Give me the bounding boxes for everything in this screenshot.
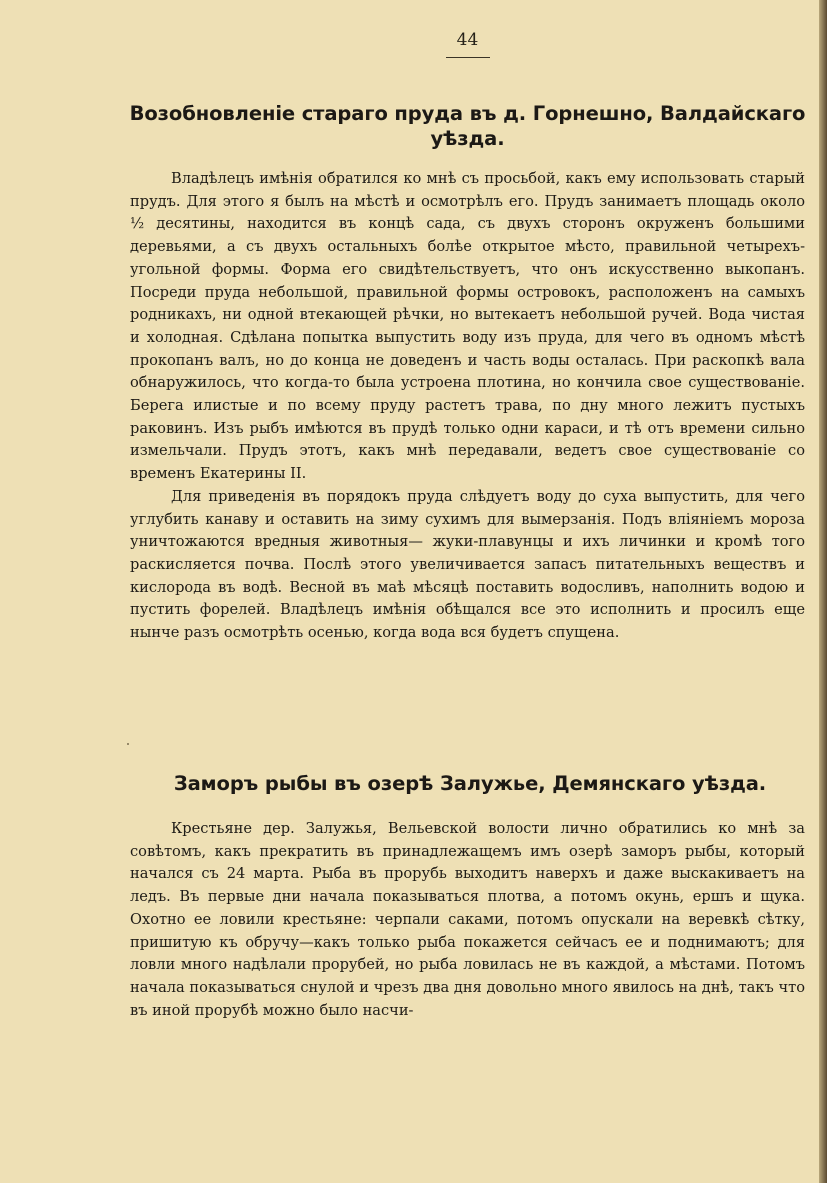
paragraph: Крестьяне дер. Залужья, Вельевской волости лично обратились ко мнѣ за совѣтомъ, какъ прекратить въ принадлежащемъ имъ озерѣ заморъ рыбы, который начался съ 24 марта. Рыба въ прорубь выходитъ наверхъ и даже выскакиваетъ на ледъ. Въ первые дни начала показываться плотва, а потомъ окунь, ершъ и щука. Охотно ее ловили крестьяне: черпали саками, потомъ опускали на веревкѣ сѣтку, пришитую къ обручу—какъ только рыба покажется сейчасъ ее и поднимаютъ; для ловли много надѣлали прорубей, но рыба ловилась не въ каждой, а мѣстами. Потомъ начала показываться снулой и чрезъ два дня довольно много явилось на днѣ, такъ что въ иной прорубѣ можно было насчи- (130, 820, 805, 1019)
section-title-pond-renewal: Возобновленіе стараго пруда въ д. Горнешно, Валдайскаго уѣзда. (129, 102, 806, 150)
page-number: 44 (456, 30, 479, 50)
paragraph: Для приведенія въ порядокъ пруда слѣдуетъ воду до суха выпустить, для чего углубить канаву и оставить на зиму сухимъ для вымерзанія. Подъ вліяніемъ мороза уничтожаются вредныя животныя— жуки-плавунцы и ихъ личинки и кромѣ того раскисляется почва. Послѣ этого увеличивается запасъ питательныхъ веществъ и кислорода въ водѣ. Весной въ маѣ мѣсяцѣ поставить водосливъ, наполнить водою и пустить форелей. Владѣлецъ имѣнія обѣщался все это исполнить и просилъ еще нынче разъ осмотрѣть осенью, когда вода вся будетъ спущена. (130, 487, 805, 642)
section-body-pond-renewal (130, 168, 805, 645)
page-number-rule (446, 57, 490, 58)
paragraph: Владѣлецъ имѣнія обратился ко мнѣ съ просьбой, какъ ему использовать старый прудъ. Для этого я былъ на мѣстѣ и осмотрѣлъ его. Прудъ занимаетъ площадь около ½ десятины, находится въ концѣ сада, съ двухъ сторонъ окруженъ большими деревьями, а съ двухъ остальныхъ болѣе открытое мѣсто, правильной четырехъ-угольной формы. Форма его свидѣтельствуетъ, что онъ искусственно выкопанъ. Посреди пруда небольшой, правильной формы островокъ, расположенъ на самыхъ родникахъ, ни одной втекающей рѣчки, но вытекаетъ небольшой ручей. Вода чистая и холодная. Сдѣлана попытка выпустить воду изъ пруда, для чего въ одномъ мѣстѣ прокопанъ валъ, но до конца не доведенъ и часть воды осталась. При раскопкѣ вала обнаружилось, что когда-то была устроена плотина, но кончила свое существованіе. Берега илистые и по всему пруду растетъ трава, по дну много лежитъ пустыхъ раковинъ. Изъ рыбъ имѣются въ прудѣ только одни караси, и тѣ отъ времени сильно измельчали. Прудъ этотъ, какъ мнѣ передавали, ведетъ свое существованіе со временъ Екатерины II. (130, 170, 805, 483)
section-body-fish-kill (130, 818, 805, 1022)
ink-speck (127, 743, 129, 745)
section-title-fish-kill: Заморъ рыбы въ озерѣ Залужье, Демянскаго уѣзда. (173, 772, 767, 795)
page-edge (819, 0, 827, 1183)
